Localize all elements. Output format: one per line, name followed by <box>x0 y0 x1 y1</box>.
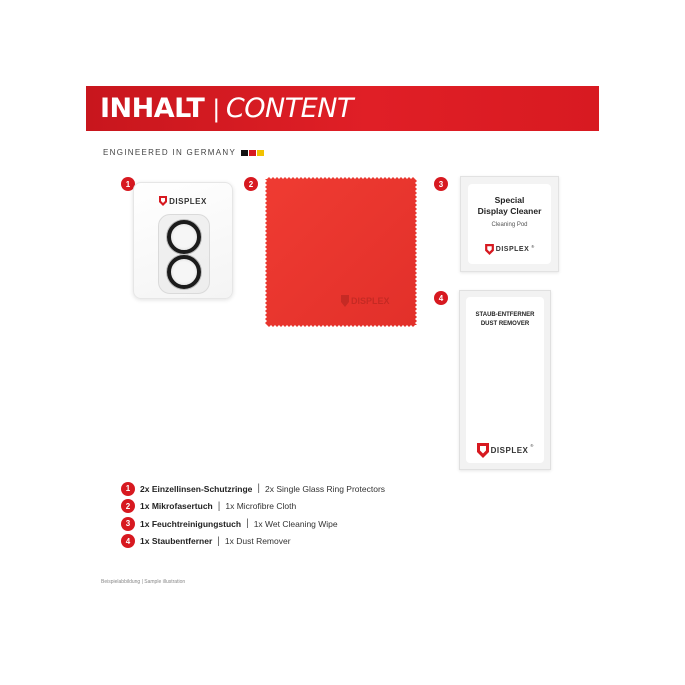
legend-separator: | <box>217 500 221 512</box>
footnote: Beispielabbildung | Sample illustration <box>101 579 186 585</box>
german-flag-icon <box>241 150 264 156</box>
legend-number-badge: 4 <box>121 534 135 548</box>
legend-number-badge: 1 <box>121 482 135 496</box>
legend-text-de: 1x Staubentferner <box>140 536 213 547</box>
engineered-in-germany <box>103 148 264 157</box>
header-banner <box>86 86 599 131</box>
displex-logo <box>134 196 232 206</box>
trademark: ® <box>530 443 534 448</box>
lens-ring <box>167 255 201 289</box>
displex-shield-icon <box>159 196 167 206</box>
displex-logo <box>468 244 551 255</box>
legend-text-de: 1x Feuchtreinigungstuch <box>140 518 242 529</box>
trademark: ® <box>531 244 535 249</box>
displex-logo <box>466 443 544 458</box>
legend-separator: | <box>246 518 249 530</box>
legend-separator: | <box>257 483 261 495</box>
legend-row <box>121 533 385 551</box>
legend-separator: | <box>217 535 220 547</box>
displex-shield-icon <box>485 244 494 255</box>
lens-carrier <box>158 214 210 294</box>
dust-remover <box>459 290 551 470</box>
legend-number-badge: 3 <box>121 517 135 531</box>
displex-shield-icon <box>477 443 489 458</box>
legend-text-de: 1x Mikrofasertuch <box>140 501 213 512</box>
wipe-title-line-1: Special <box>494 195 525 205</box>
microfibre-cloth <box>265 177 417 327</box>
legend-row <box>121 515 385 533</box>
engineered-text: ENGINEERED IN GERMANY <box>103 148 237 157</box>
legend-text-en: 1x Wet Cleaning Wipe <box>253 518 338 529</box>
legend-text-en: 1x Dust Remover <box>224 536 291 547</box>
brand-name: DISPLEX <box>495 246 530 253</box>
legend-number-badge: 2 <box>121 499 135 513</box>
lens-protector-card <box>133 182 233 299</box>
legend-text-en: 2x Single Glass Ring Protectors <box>265 483 386 494</box>
item-4-number-badge: 4 <box>434 291 448 305</box>
item-2-number-badge: 2 <box>244 177 258 191</box>
title-separator: | <box>212 94 220 123</box>
dust-title <box>466 311 544 329</box>
item-3-number-badge: 3 <box>434 177 448 191</box>
cloth-brand-name: DISPLEX <box>351 296 390 306</box>
legend-row <box>121 480 385 498</box>
dust-title-line-2: DUST REMOVER <box>480 321 530 327</box>
title-de: INHALT <box>100 93 205 124</box>
contents-legend <box>121 480 385 550</box>
wipe-label <box>468 184 551 264</box>
brand-name: DISPLEX <box>490 446 529 455</box>
wipe-title-line-2: Display Cleaner <box>477 206 542 216</box>
brand-name: DISPLEX <box>169 196 207 206</box>
wet-cleaning-wipe <box>460 176 559 272</box>
dust-title-line-1: STAUB-ENTFERNER <box>475 312 535 318</box>
wipe-subtitle: Cleaning Pod <box>491 222 528 228</box>
title-en: CONTENT <box>225 93 353 124</box>
item-1-number-badge: 1 <box>121 177 135 191</box>
lens-ring <box>167 220 201 254</box>
legend-row <box>121 498 385 516</box>
dust-label <box>466 297 544 463</box>
legend-text-de: 2x Einzellinsen-Schutzringe <box>140 483 253 494</box>
wipe-title <box>468 195 551 217</box>
legend-text-en: 1x Microfibre Cloth <box>225 501 297 512</box>
